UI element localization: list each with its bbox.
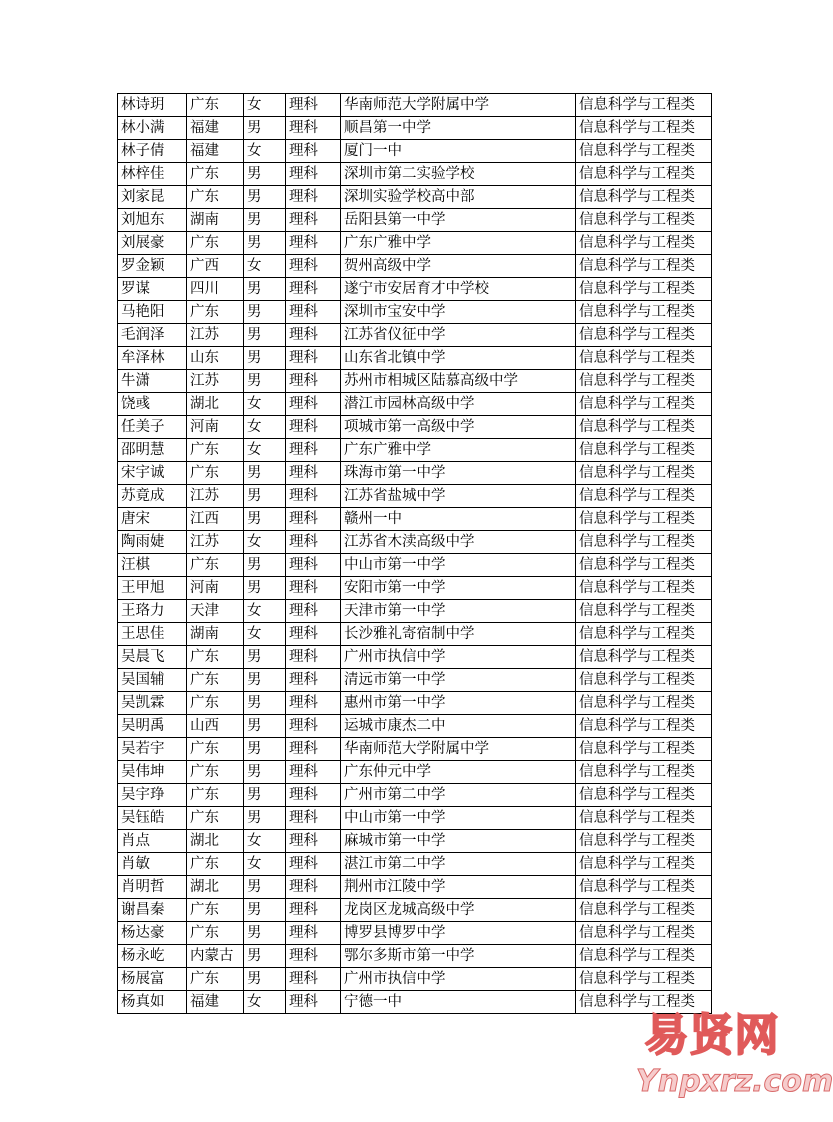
school-cell: 运城市康杰二中 bbox=[341, 715, 576, 738]
province-cell: 广东 bbox=[187, 232, 244, 255]
province-cell: 广东 bbox=[187, 738, 244, 761]
major-cell: 信息科学与工程类 bbox=[576, 738, 712, 761]
major-cell: 信息科学与工程类 bbox=[576, 761, 712, 784]
gender-cell: 男 bbox=[244, 761, 286, 784]
province-cell: 广东 bbox=[187, 784, 244, 807]
student-name-cell: 王珞力 bbox=[118, 600, 187, 623]
major-cell: 信息科学与工程类 bbox=[576, 301, 712, 324]
student-name-cell: 肖点 bbox=[118, 830, 187, 853]
province-cell: 广东 bbox=[187, 692, 244, 715]
student-name-cell: 毛润泽 bbox=[118, 324, 187, 347]
school-cell: 遂宁市安居育才中学校 bbox=[341, 278, 576, 301]
table-row bbox=[118, 186, 712, 209]
subject-cell: 理科 bbox=[286, 255, 341, 278]
subject-cell: 理科 bbox=[286, 738, 341, 761]
school-cell: 山东省北镇中学 bbox=[341, 347, 576, 370]
gender-cell: 男 bbox=[244, 738, 286, 761]
subject-cell: 理科 bbox=[286, 324, 341, 347]
school-cell: 苏州市相城区陆慕高级中学 bbox=[341, 370, 576, 393]
school-cell: 安阳市第一中学 bbox=[341, 577, 576, 600]
gender-cell: 男 bbox=[244, 324, 286, 347]
subject-cell: 理科 bbox=[286, 117, 341, 140]
subject-cell: 理科 bbox=[286, 945, 341, 968]
major-cell: 信息科学与工程类 bbox=[576, 255, 712, 278]
major-cell: 信息科学与工程类 bbox=[576, 462, 712, 485]
subject-cell: 理科 bbox=[286, 600, 341, 623]
student-name-cell: 林子倩 bbox=[118, 140, 187, 163]
table-row bbox=[118, 508, 712, 531]
school-cell: 清远市第一中学 bbox=[341, 669, 576, 692]
province-cell: 内蒙古 bbox=[187, 945, 244, 968]
subject-cell: 理科 bbox=[286, 140, 341, 163]
gender-cell: 女 bbox=[244, 94, 286, 117]
table-row bbox=[118, 945, 712, 968]
student-name-cell: 陶雨婕 bbox=[118, 531, 187, 554]
gender-cell: 男 bbox=[244, 968, 286, 991]
subject-cell: 理科 bbox=[286, 485, 341, 508]
student-name-cell: 林梓佳 bbox=[118, 163, 187, 186]
major-cell: 信息科学与工程类 bbox=[576, 209, 712, 232]
major-cell: 信息科学与工程类 bbox=[576, 232, 712, 255]
subject-cell: 理科 bbox=[286, 784, 341, 807]
table-row bbox=[118, 577, 712, 600]
gender-cell: 女 bbox=[244, 600, 286, 623]
major-cell: 信息科学与工程类 bbox=[576, 324, 712, 347]
province-cell: 湖南 bbox=[187, 623, 244, 646]
student-name-cell: 刘展豪 bbox=[118, 232, 187, 255]
student-name-cell: 任美子 bbox=[118, 416, 187, 439]
subject-cell: 理科 bbox=[286, 531, 341, 554]
table-row bbox=[118, 278, 712, 301]
school-cell: 广东广雅中学 bbox=[341, 232, 576, 255]
student-name-cell: 罗金颖 bbox=[118, 255, 187, 278]
province-cell: 四川 bbox=[187, 278, 244, 301]
table-row bbox=[118, 669, 712, 692]
gender-cell: 男 bbox=[244, 784, 286, 807]
school-cell: 广东仲元中学 bbox=[341, 761, 576, 784]
student-name-cell: 王甲旭 bbox=[118, 577, 187, 600]
gender-cell: 女 bbox=[244, 531, 286, 554]
gender-cell: 男 bbox=[244, 485, 286, 508]
school-cell: 江苏省盐城中学 bbox=[341, 485, 576, 508]
major-cell: 信息科学与工程类 bbox=[576, 830, 712, 853]
student-name-cell: 杨永屹 bbox=[118, 945, 187, 968]
table-row bbox=[118, 899, 712, 922]
gender-cell: 女 bbox=[244, 830, 286, 853]
school-cell: 惠州市第一中学 bbox=[341, 692, 576, 715]
school-cell: 博罗县博罗中学 bbox=[341, 922, 576, 945]
table-row bbox=[118, 876, 712, 899]
table-row bbox=[118, 715, 712, 738]
watermark-domain-text: Ynpxrz.com bbox=[636, 1064, 833, 1099]
school-cell: 华南师范大学附属中学 bbox=[341, 738, 576, 761]
student-name-cell: 杨展富 bbox=[118, 968, 187, 991]
province-cell: 湖北 bbox=[187, 830, 244, 853]
subject-cell: 理科 bbox=[286, 416, 341, 439]
student-name-cell: 唐宋 bbox=[118, 508, 187, 531]
gender-cell: 女 bbox=[244, 991, 286, 1014]
major-cell: 信息科学与工程类 bbox=[576, 416, 712, 439]
school-cell: 岳阳县第一中学 bbox=[341, 209, 576, 232]
province-cell: 广东 bbox=[187, 761, 244, 784]
subject-cell: 理科 bbox=[286, 876, 341, 899]
subject-cell: 理科 bbox=[286, 623, 341, 646]
subject-cell: 理科 bbox=[286, 577, 341, 600]
student-name-cell: 汪棋 bbox=[118, 554, 187, 577]
student-name-cell: 王思佳 bbox=[118, 623, 187, 646]
student-name-cell: 苏竟成 bbox=[118, 485, 187, 508]
gender-cell: 男 bbox=[244, 899, 286, 922]
student-name-cell: 吴伟坤 bbox=[118, 761, 187, 784]
subject-cell: 理科 bbox=[286, 393, 341, 416]
province-cell: 湖北 bbox=[187, 876, 244, 899]
student-name-cell: 罗谋 bbox=[118, 278, 187, 301]
subject-cell: 理科 bbox=[286, 899, 341, 922]
student-name-cell: 邵明慧 bbox=[118, 439, 187, 462]
subject-cell: 理科 bbox=[286, 370, 341, 393]
table-row bbox=[118, 301, 712, 324]
major-cell: 信息科学与工程类 bbox=[576, 439, 712, 462]
major-cell: 信息科学与工程类 bbox=[576, 186, 712, 209]
gender-cell: 男 bbox=[244, 186, 286, 209]
subject-cell: 理科 bbox=[286, 94, 341, 117]
student-name-cell: 牟泽林 bbox=[118, 347, 187, 370]
subject-cell: 理科 bbox=[286, 830, 341, 853]
subject-cell: 理科 bbox=[286, 186, 341, 209]
school-cell: 荆州市江陵中学 bbox=[341, 876, 576, 899]
gender-cell: 男 bbox=[244, 347, 286, 370]
gender-cell: 女 bbox=[244, 416, 286, 439]
table-row bbox=[118, 761, 712, 784]
student-name-cell: 吴晨飞 bbox=[118, 646, 187, 669]
school-cell: 贺州高级中学 bbox=[341, 255, 576, 278]
table-row bbox=[118, 324, 712, 347]
province-cell: 广东 bbox=[187, 186, 244, 209]
school-cell: 麻城市第一中学 bbox=[341, 830, 576, 853]
gender-cell: 男 bbox=[244, 462, 286, 485]
province-cell: 湖南 bbox=[187, 209, 244, 232]
student-name-cell: 吴若宇 bbox=[118, 738, 187, 761]
gender-cell: 男 bbox=[244, 232, 286, 255]
major-cell: 信息科学与工程类 bbox=[576, 94, 712, 117]
major-cell: 信息科学与工程类 bbox=[576, 715, 712, 738]
province-cell: 福建 bbox=[187, 991, 244, 1014]
school-cell: 广州市执信中学 bbox=[341, 646, 576, 669]
table-row bbox=[118, 393, 712, 416]
student-name-cell: 马艳阳 bbox=[118, 301, 187, 324]
school-cell: 华南师范大学附属中学 bbox=[341, 94, 576, 117]
student-name-cell: 刘旭东 bbox=[118, 209, 187, 232]
table-row bbox=[118, 738, 712, 761]
gender-cell: 男 bbox=[244, 301, 286, 324]
table-row bbox=[118, 807, 712, 830]
subject-cell: 理科 bbox=[286, 439, 341, 462]
school-cell: 赣州一中 bbox=[341, 508, 576, 531]
gender-cell: 男 bbox=[244, 669, 286, 692]
school-cell: 厦门一中 bbox=[341, 140, 576, 163]
school-cell: 深圳市第二实验学校 bbox=[341, 163, 576, 186]
province-cell: 广东 bbox=[187, 301, 244, 324]
province-cell: 广东 bbox=[187, 968, 244, 991]
subject-cell: 理科 bbox=[286, 232, 341, 255]
major-cell: 信息科学与工程类 bbox=[576, 485, 712, 508]
student-name-cell: 吴明禹 bbox=[118, 715, 187, 738]
table-row bbox=[118, 830, 712, 853]
subject-cell: 理科 bbox=[286, 669, 341, 692]
subject-cell: 理科 bbox=[286, 508, 341, 531]
subject-cell: 理科 bbox=[286, 347, 341, 370]
table-row bbox=[118, 347, 712, 370]
subject-cell: 理科 bbox=[286, 646, 341, 669]
school-cell: 广东广雅中学 bbox=[341, 439, 576, 462]
subject-cell: 理科 bbox=[286, 554, 341, 577]
major-cell: 信息科学与工程类 bbox=[576, 784, 712, 807]
major-cell: 信息科学与工程类 bbox=[576, 370, 712, 393]
major-cell: 信息科学与工程类 bbox=[576, 646, 712, 669]
major-cell: 信息科学与工程类 bbox=[576, 140, 712, 163]
table-row bbox=[118, 623, 712, 646]
gender-cell: 男 bbox=[244, 715, 286, 738]
major-cell: 信息科学与工程类 bbox=[576, 991, 712, 1014]
school-cell: 江苏省仪征中学 bbox=[341, 324, 576, 347]
student-name-cell: 杨真如 bbox=[118, 991, 187, 1014]
gender-cell: 男 bbox=[244, 370, 286, 393]
gender-cell: 男 bbox=[244, 117, 286, 140]
province-cell: 江西 bbox=[187, 508, 244, 531]
subject-cell: 理科 bbox=[286, 968, 341, 991]
gender-cell: 男 bbox=[244, 577, 286, 600]
gender-cell: 男 bbox=[244, 646, 286, 669]
subject-cell: 理科 bbox=[286, 922, 341, 945]
province-cell: 河南 bbox=[187, 416, 244, 439]
gender-cell: 男 bbox=[244, 807, 286, 830]
table-row bbox=[118, 94, 712, 117]
subject-cell: 理科 bbox=[286, 715, 341, 738]
major-cell: 信息科学与工程类 bbox=[576, 876, 712, 899]
major-cell: 信息科学与工程类 bbox=[576, 577, 712, 600]
student-name-cell: 吴国辅 bbox=[118, 669, 187, 692]
major-cell: 信息科学与工程类 bbox=[576, 117, 712, 140]
major-cell: 信息科学与工程类 bbox=[576, 945, 712, 968]
school-cell: 中山市第一中学 bbox=[341, 554, 576, 577]
student-name-cell: 刘家昆 bbox=[118, 186, 187, 209]
province-cell: 广东 bbox=[187, 922, 244, 945]
school-cell: 长沙雅礼寄宿制中学 bbox=[341, 623, 576, 646]
province-cell: 广东 bbox=[187, 669, 244, 692]
student-name-cell: 吴钰皓 bbox=[118, 807, 187, 830]
gender-cell: 女 bbox=[244, 853, 286, 876]
subject-cell: 理科 bbox=[286, 462, 341, 485]
school-cell: 江苏省木渎高级中学 bbox=[341, 531, 576, 554]
subject-cell: 理科 bbox=[286, 853, 341, 876]
province-cell: 江苏 bbox=[187, 485, 244, 508]
student-name-cell: 林诗玥 bbox=[118, 94, 187, 117]
major-cell: 信息科学与工程类 bbox=[576, 807, 712, 830]
subject-cell: 理科 bbox=[286, 761, 341, 784]
province-cell: 广东 bbox=[187, 554, 244, 577]
subject-cell: 理科 bbox=[286, 209, 341, 232]
gender-cell: 男 bbox=[244, 554, 286, 577]
table-row bbox=[118, 922, 712, 945]
major-cell: 信息科学与工程类 bbox=[576, 163, 712, 186]
province-cell: 广东 bbox=[187, 94, 244, 117]
school-cell: 顺昌第一中学 bbox=[341, 117, 576, 140]
province-cell: 广西 bbox=[187, 255, 244, 278]
table-row bbox=[118, 462, 712, 485]
table-row bbox=[118, 232, 712, 255]
table-row bbox=[118, 255, 712, 278]
province-cell: 广东 bbox=[187, 163, 244, 186]
province-cell: 河南 bbox=[187, 577, 244, 600]
major-cell: 信息科学与工程类 bbox=[576, 922, 712, 945]
table-row bbox=[118, 140, 712, 163]
province-cell: 广东 bbox=[187, 807, 244, 830]
gender-cell: 男 bbox=[244, 278, 286, 301]
gender-cell: 女 bbox=[244, 255, 286, 278]
major-cell: 信息科学与工程类 bbox=[576, 623, 712, 646]
province-cell: 广东 bbox=[187, 462, 244, 485]
admission-list-body bbox=[118, 94, 712, 1014]
student-name-cell: 宋宇诚 bbox=[118, 462, 187, 485]
gender-cell: 女 bbox=[244, 623, 286, 646]
school-cell: 湛江市第二中学 bbox=[341, 853, 576, 876]
major-cell: 信息科学与工程类 bbox=[576, 508, 712, 531]
province-cell: 福建 bbox=[187, 140, 244, 163]
province-cell: 山东 bbox=[187, 347, 244, 370]
major-cell: 信息科学与工程类 bbox=[576, 278, 712, 301]
school-cell: 潜江市园林高级中学 bbox=[341, 393, 576, 416]
province-cell: 山西 bbox=[187, 715, 244, 738]
province-cell: 广东 bbox=[187, 853, 244, 876]
subject-cell: 理科 bbox=[286, 991, 341, 1014]
gender-cell: 男 bbox=[244, 945, 286, 968]
major-cell: 信息科学与工程类 bbox=[576, 600, 712, 623]
student-name-cell: 吴凯霖 bbox=[118, 692, 187, 715]
student-name-cell: 吴宇琤 bbox=[118, 784, 187, 807]
table-row bbox=[118, 968, 712, 991]
province-cell: 江苏 bbox=[187, 370, 244, 393]
school-cell: 宁德一中 bbox=[341, 991, 576, 1014]
table-row bbox=[118, 416, 712, 439]
major-cell: 信息科学与工程类 bbox=[576, 899, 712, 922]
table-row bbox=[118, 439, 712, 462]
student-name-cell: 肖明哲 bbox=[118, 876, 187, 899]
gender-cell: 女 bbox=[244, 393, 286, 416]
subject-cell: 理科 bbox=[286, 301, 341, 324]
province-cell: 福建 bbox=[187, 117, 244, 140]
table-row bbox=[118, 600, 712, 623]
gender-cell: 男 bbox=[244, 163, 286, 186]
major-cell: 信息科学与工程类 bbox=[576, 692, 712, 715]
province-cell: 广东 bbox=[187, 899, 244, 922]
student-name-cell: 林小满 bbox=[118, 117, 187, 140]
major-cell: 信息科学与工程类 bbox=[576, 347, 712, 370]
table-row bbox=[118, 646, 712, 669]
province-cell: 广东 bbox=[187, 646, 244, 669]
gender-cell: 女 bbox=[244, 439, 286, 462]
student-name-cell: 谢昌秦 bbox=[118, 899, 187, 922]
site-watermark-logo bbox=[636, 1010, 833, 1110]
subject-cell: 理科 bbox=[286, 807, 341, 830]
gender-cell: 男 bbox=[244, 692, 286, 715]
major-cell: 信息科学与工程类 bbox=[576, 968, 712, 991]
table-row bbox=[118, 163, 712, 186]
province-cell: 天津 bbox=[187, 600, 244, 623]
admission-list-table bbox=[117, 93, 712, 1014]
school-cell: 鄂尔多斯市第一中学 bbox=[341, 945, 576, 968]
gender-cell: 男 bbox=[244, 508, 286, 531]
table-row bbox=[118, 784, 712, 807]
school-cell: 龙岗区龙城高级中学 bbox=[341, 899, 576, 922]
table-row bbox=[118, 485, 712, 508]
student-name-cell: 饶彧 bbox=[118, 393, 187, 416]
gender-cell: 男 bbox=[244, 922, 286, 945]
major-cell: 信息科学与工程类 bbox=[576, 669, 712, 692]
table-row bbox=[118, 853, 712, 876]
province-cell: 江苏 bbox=[187, 324, 244, 347]
school-cell: 广州市执信中学 bbox=[341, 968, 576, 991]
major-cell: 信息科学与工程类 bbox=[576, 531, 712, 554]
gender-cell: 男 bbox=[244, 876, 286, 899]
major-cell: 信息科学与工程类 bbox=[576, 853, 712, 876]
subject-cell: 理科 bbox=[286, 163, 341, 186]
table-row bbox=[118, 370, 712, 393]
school-cell: 中山市第一中学 bbox=[341, 807, 576, 830]
school-cell: 深圳市宝安中学 bbox=[341, 301, 576, 324]
student-name-cell: 牛潇 bbox=[118, 370, 187, 393]
province-cell: 广东 bbox=[187, 439, 244, 462]
table-row bbox=[118, 117, 712, 140]
gender-cell: 男 bbox=[244, 209, 286, 232]
school-cell: 珠海市第一中学 bbox=[341, 462, 576, 485]
major-cell: 信息科学与工程类 bbox=[576, 393, 712, 416]
student-name-cell: 肖敏 bbox=[118, 853, 187, 876]
table-row bbox=[118, 991, 712, 1014]
major-cell: 信息科学与工程类 bbox=[576, 554, 712, 577]
school-cell: 广州市第二中学 bbox=[341, 784, 576, 807]
gender-cell: 女 bbox=[244, 140, 286, 163]
school-cell: 天津市第一中学 bbox=[341, 600, 576, 623]
school-cell: 项城市第一高级中学 bbox=[341, 416, 576, 439]
school-cell: 深圳实验学校高中部 bbox=[341, 186, 576, 209]
table-row bbox=[118, 554, 712, 577]
student-name-cell: 杨达豪 bbox=[118, 922, 187, 945]
province-cell: 江苏 bbox=[187, 531, 244, 554]
subject-cell: 理科 bbox=[286, 692, 341, 715]
table-row bbox=[118, 531, 712, 554]
province-cell: 湖北 bbox=[187, 393, 244, 416]
table-row bbox=[118, 692, 712, 715]
subject-cell: 理科 bbox=[286, 278, 341, 301]
watermark-chinese-text: 易贤网 bbox=[644, 1010, 780, 1061]
table-row bbox=[118, 209, 712, 232]
